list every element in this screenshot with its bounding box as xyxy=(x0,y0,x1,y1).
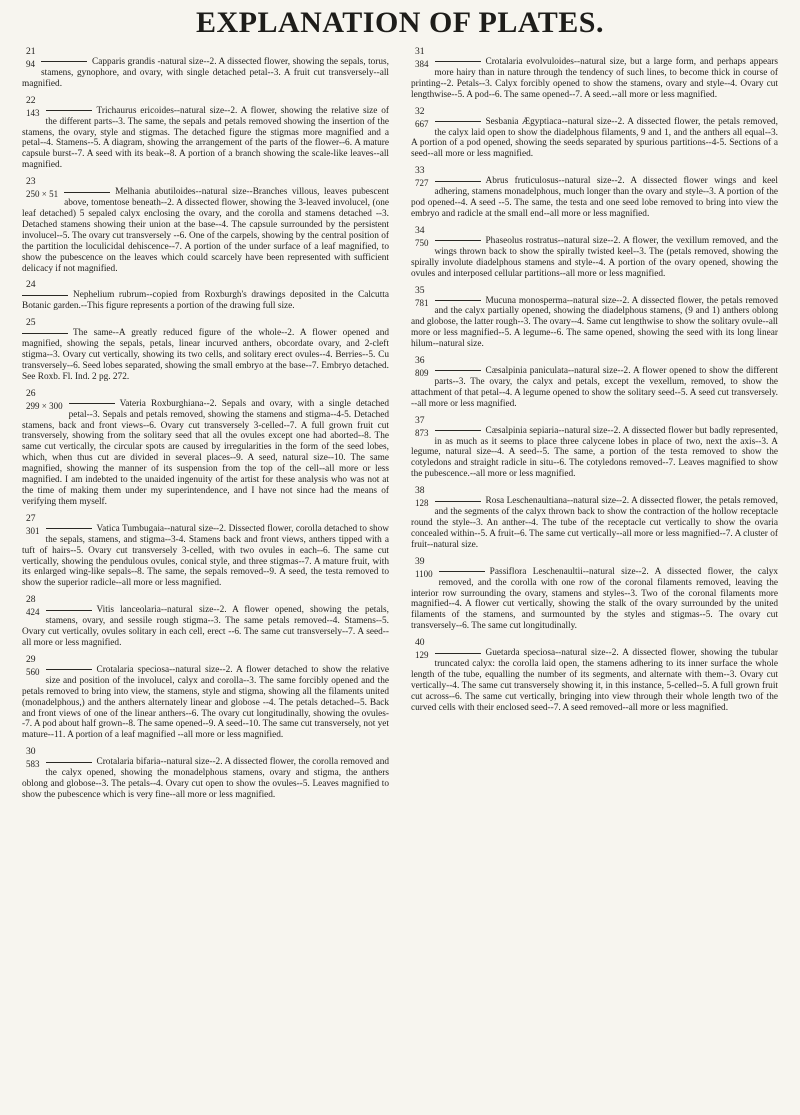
plate-description xyxy=(411,426,778,481)
plate-number: 27 xyxy=(26,512,36,524)
entry-rule xyxy=(64,192,110,193)
plate-description xyxy=(22,187,389,274)
entry-rule xyxy=(435,181,481,182)
entry-rule xyxy=(435,430,481,431)
description-text: Nephelium rubrum--copied from Roxburgh's drawings deposited in the Calcutta Botanic garden.--This figure represents a portion of the drawing full size. xyxy=(22,290,389,312)
plate-entry xyxy=(411,415,778,481)
plate-entry xyxy=(411,106,778,161)
figure-size: 809 xyxy=(415,368,429,379)
entry-rule xyxy=(46,669,92,670)
plate-description xyxy=(411,296,778,351)
figure-size: 560 xyxy=(26,666,40,677)
entry-rule xyxy=(46,528,92,529)
description-text: Rosa Leschenaultiana--natural size--2. A dissected flower, the petals removed, and the segments of the calyx thrown back to show the contraction of the hollow receptacle round the style--3. An anther--4. The tube of the receptacle cut vertically to show the ovaria concealed within--5. A fruit--6. The same cut vertically--all more or less magnified--7. A cluster of fruit--natural size. xyxy=(411,496,778,550)
plate-description xyxy=(411,648,778,713)
plate-description xyxy=(411,236,778,280)
figure-size: 129 xyxy=(415,650,429,661)
description-text: Mucuna monosperma--natural size--2. A dissected flower, the petals removed and the calyx partially opened, showing the diadelphous stamens, (9 and 1) anthers oblong and globose, the latter rough--3. The ovary--4. Same cut lengthwise to show the solitary ovule--all more or less magnified--5. A legume--6. The same opened, showing the seed with its long linear hilum--natural size. xyxy=(411,295,778,350)
entry-rule xyxy=(22,333,68,334)
plate-number: 40 xyxy=(415,637,425,649)
description-text: Cæsalpinia sepiaria--natural size--2. A dissected flower but badly represented, in as much as it seems to place three calycene lobes in place of two, next the axis--3. A legume, natural size--4. A seed--5. The same, a portion of the testa removed to show the cotyledons and straight radicle in situ--6. The cotyledons removed--7. Leaves magnified to show the pubescence.--all more or less magnified. xyxy=(411,425,778,480)
plate-number: 33 xyxy=(415,165,425,177)
description-text: Cæsalpinia paniculata--natural size--2. A flower opened to show the different parts--3. The ovary, the calyx and petals, except the vexellum, removed, to show the attachment of that petal--4. A legume opened to show the solitary seed--5. A seed cut transversely. --all more or less magnified. xyxy=(411,366,778,409)
plate-entry xyxy=(411,556,778,632)
entry-rule xyxy=(22,295,68,296)
plate-description xyxy=(22,605,389,649)
plate-entry xyxy=(411,485,778,551)
description-text: Phaseolus rostratus--natural size--2. A flower, the vexillum removed, and the wings thrown back to show the spirally twisted keel--3. The (petals removed, showing the spirally involute diadelphous stamens and style--4. A portion of the ovary opened, showing the ovules and interposed cellular partitions--all more or less magnified. xyxy=(411,235,778,279)
plate-entry xyxy=(22,95,389,171)
plate-number: 31 xyxy=(415,46,425,57)
figure-size: 424 xyxy=(26,607,40,618)
entry-rule xyxy=(435,61,481,62)
plate-number: 29 xyxy=(26,653,36,665)
plate-number: 35 xyxy=(415,284,425,296)
plate-entry xyxy=(411,225,778,280)
plate-number: 30 xyxy=(26,746,36,758)
figure-size: 143 xyxy=(26,107,40,118)
plate-entry xyxy=(411,285,778,351)
figure-size: 301 xyxy=(26,525,40,536)
entry-rule xyxy=(435,240,481,241)
right-column xyxy=(411,46,778,806)
description-text: Sesbania Ægyptiaca--natural size--2. A dissected flower, the petals removed, the calyx laid open to show the diadelphous filaments, 9 and 1, and the anthers all equal--3. A portion of a pod opened, showing the seeds separated by spurious partitions--4-5. Sections of a seed--all more or less magnified. xyxy=(411,116,778,160)
figure-size: 873 xyxy=(415,427,429,438)
plate-entry xyxy=(22,388,389,508)
description-text: Capparis grandis -natural size--2. A dissected flower, showing the sepals, torus, stamens, gynophore, and ovary, with single detached petal--3. A fruit cut transversely--all magnified. xyxy=(22,57,389,89)
plate-number: 34 xyxy=(415,224,425,236)
entry-rule xyxy=(69,403,115,404)
plate-entry xyxy=(411,165,778,220)
description-text: Crotalaria bifaria--natural size--2. A dissected flower, the corolla removed and the calyx opened, showing the monadelphous stamens, ovary and stigma, the anthers oblong and globose--3. The petals--4. Ovary cut open to show the ovules--5. Leaves magnified to show the pubescence which is very fine--all more or less magnified. xyxy=(22,757,389,800)
plate-entry xyxy=(22,279,389,312)
entry-rule xyxy=(41,61,87,62)
plate-description xyxy=(22,757,389,801)
description-text: The same--A greatly reduced figure of the whole--2. A flower opened and magnified, showing the sepals, petals, linear incurved anthers, obcordate ovary, and 2-cleft stigma--3. Ovary cut vertically, showing its two cells, and solitary erect ovules--4. Berries--5. Cu transversely--6. Seed lobes separated, showing the small embryo at the base--7. Embryo detached. See Roxb. Fl. Ind. 2 pg. 272. xyxy=(22,328,389,382)
entry-rule xyxy=(435,121,481,122)
entry-rule xyxy=(435,370,481,371)
plate-number: 32 xyxy=(415,105,425,117)
description-text: Guetarda speciosa--natural size--2. A dissected flower, showing the tubular truncated calyx: the corolla laid open, the stamens adhering to its inner surface the whole length of the tube, equalling the number of its segments, and alternate with them--3. Ovary cut vertically--4. The same cut transversely showing it, in this instance, 5-celled--5. A full grown fruit cut across--6. The same cut vertically, bringing into view through their whole length two of the curved cells with their enclosed seed--7. A seed removed--all more or less magnified. xyxy=(411,648,778,713)
plate-number: 28 xyxy=(26,594,36,606)
figure-size: 384 xyxy=(415,59,429,69)
description-text: Vatica Tumbugaia--natural size--2. Dissected flower, corolla detached to show the sepals, stamens, and stigma--3-4. Stamens back and front views, anthers tipped with a tuft of hairs--5. Ovary cut transversely 3-celled, with two ovules in each--6. The same cut vertically, showing the pendulous ovules, conical style, and three stigmas--7. A mature fruit, with its enlarged wing-like sepals--8. The same, the sepals removed--9. A seed, the testa removed to show the superior radicle--all more or less magnified. xyxy=(22,523,389,589)
plate-description xyxy=(22,328,389,383)
description-text: Melhania abutiloides--natural size--Branches villous, leaves pubescent above, tomentose beneath--2. A dissected flower, showing the 3-leaved involucel, (one leaf detached) 5 sepaled calyx enclosing the ovary, and the corolla and stamens detached --3. Detached stamens showing their union at the base--4. The capsule surrounded by the persistent involucel--5. The ovary cut transversely --6. One of the carpels, showing by the central position of the partition the loculicidal dehiscence--7. A portion of the under surface of a leaf magnified, to show the pubescence on the leaves which could scarcely have been represented with sufficient delicacy if not magnified. xyxy=(22,187,389,274)
figure-size: 94 xyxy=(26,59,35,69)
plate-number: 36 xyxy=(415,355,425,367)
description-text: Crotalaria speciosa--natural size--2. A flower detached to show the relative size and position of the involucel, calyx and corolla--3. The same forcibly opened and the petals removed to bring into view, the stamens, style and stigma, showing all the filaments united (monadelphous,) and the anthers alternately linear and globose --4. The petals detached--5. Back and front views of one of the linear anthers--6. The ovary cut longitudinally, showing the ovules--7. A pod about half grown--8. The same opened--9. A seed--10. The same cut transversely, not yet mature--11. A portion of a leaf magnified --all more or less magnified. xyxy=(22,664,389,741)
description-text: Vitis lanceolaria--natural size--2. A flower opened, showing the petals, stamens, ovary, and sessile rough stigma--3. The same petals removed--4. Stamens--5. Ovary cut vertically, ovules solitary in each cell, erect --6. The same cut transversely--7. A seed--all more or less magnified. xyxy=(22,605,389,648)
plate-number: 25 xyxy=(26,317,36,329)
description-text: Trichaurus ericoides--natural size--2. A flower, showing the relative size of the different parts--3. The same, the sepals and petals removed showing the insertion of the stamens, the ovary, style and stigmas. The detached figure the stigmas more magnified and a petal--4. Stamens--5. A diagram, showing the arrangement of the parts of the flower--6. A mature capsule burst--7. A seed with its beak--8. A portion of a branch showing the scale-like leaves--all magnified. xyxy=(22,105,389,171)
plate-description xyxy=(22,57,389,90)
plate-description xyxy=(411,567,778,632)
plate-entry xyxy=(22,176,389,274)
plate-entry xyxy=(22,46,389,90)
plate-entry xyxy=(22,513,389,589)
plate-description xyxy=(22,665,389,741)
plate-entry xyxy=(411,46,778,101)
entry-rule xyxy=(439,571,485,572)
figure-size: 727 xyxy=(415,178,429,189)
figure-size: 1100 xyxy=(415,568,433,579)
plate-number: 21 xyxy=(26,46,36,57)
entry-rule xyxy=(46,610,92,611)
plate-description xyxy=(411,176,778,220)
figure-size: 750 xyxy=(415,237,429,248)
plate-entry xyxy=(411,355,778,410)
plate-description xyxy=(411,57,778,101)
description-text: Vateria Roxburghiana--2. Sepals and ovary, with a single detached petal--3. Sepals and petals removed, showing the stamens and stigma--4-5. Detached stamens, back and front views--6. Ovary cut transversely 3-celled--7. A full grown fruit cut transversely, showing from the solitary seed that all the ovules except one had aborted--8. The same cut vertically, the circular spots are caused by irregularities in the form of the seed lobes, which, when thus cut are divided in several places--9. A seed, natural size--10. The same magnified, showing the manner of its suspension from the top of the cell--all more or less magnified. I am indebted to the unaided ingenuity of the artist for these analysis who was not at the time of making them under my superintendence, and I have not since had the means of verifying them myself. xyxy=(22,398,389,507)
entry-rule xyxy=(435,501,481,502)
entry-rule xyxy=(46,110,92,111)
plate-entry xyxy=(22,746,389,801)
plate-columns xyxy=(22,46,778,806)
plate-entry xyxy=(22,654,389,741)
plate-number: 39 xyxy=(415,555,425,567)
plate-number: 23 xyxy=(26,176,36,188)
plate-description xyxy=(411,366,778,410)
figure-size: 667 xyxy=(415,118,429,129)
plate-description xyxy=(411,117,778,161)
plate-description xyxy=(22,290,389,312)
figure-size: 128 xyxy=(415,498,429,509)
page-heading: EXPLANATION OF PLATES. xyxy=(196,6,604,39)
description-text: Abrus fruticulosus--natural size--2. A dissected flower wings and keel adhering, stamens monadelphous, much longer than the ovary and style--3. A portion of the pod opened--4. A seed --5. The same, the testa and one seed lobe removed to bring into view the embryo and radicle at the small end--all more or less magnified. xyxy=(411,176,778,219)
description-text: Passiflora Leschenaultii--natural size--2. A dissected flower, the calyx removed, and the corolla with one row of the coronal filaments removed, leaving the interior row surrounding the ovary, stamens and styles--3. Two of the coronal filaments more magnified--4. A flower cut vertically, showing the stalk of the ovary surrounded by the united filaments of the stamens, and surmounted by the styles and stigmas--5. The ovary cut transversely--6. The same cut longitudinally. xyxy=(411,566,778,632)
plate-number: 37 xyxy=(415,414,425,426)
plate-description xyxy=(22,106,389,171)
figure-size: 781 xyxy=(415,297,429,308)
left-column xyxy=(22,46,389,806)
plate-number: 38 xyxy=(415,485,425,497)
entry-rule xyxy=(435,300,481,301)
plate-entry xyxy=(22,594,389,649)
figure-size: 250 × 51 xyxy=(26,189,59,200)
plate-number: 22 xyxy=(26,94,36,106)
plate-description xyxy=(22,399,389,508)
description-text: Crotalaria evolvuloides--natural size, but a large form, and perhaps appears more hairy than in nature through the tendency of such lines, to become thick in course of printing--2. Petals--3. Calyx forcibly opened to show the stamens, ovary and style--4. Ovary cut lengthwise--5. A pod--6. The same opened--7. A seed.--all more or less magnified. xyxy=(411,57,778,100)
entry-rule xyxy=(46,762,92,763)
plate-entry xyxy=(22,317,389,383)
plate-description xyxy=(22,524,389,589)
plate-number: 24 xyxy=(26,279,36,291)
plate-entry xyxy=(411,637,778,713)
entry-rule xyxy=(435,653,481,654)
figure-size: 299 × 300 xyxy=(26,400,63,411)
plate-number: 26 xyxy=(26,387,36,399)
plate-description xyxy=(411,496,778,551)
figure-size: 583 xyxy=(26,759,40,770)
